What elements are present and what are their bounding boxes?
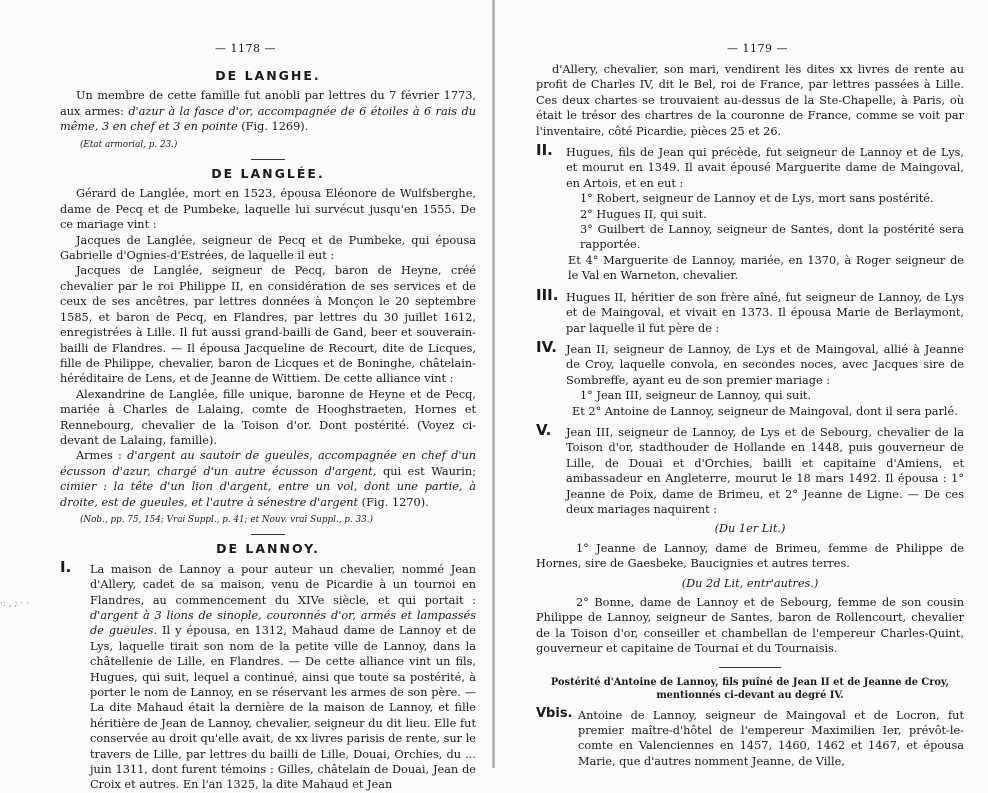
heading-de-langlee: DE LANGLÉE.: [211, 166, 325, 182]
first-marriage-children: 1° Jeanne de Lannoy, dame de Brimeu, femme de Philippe de Hornes, sire de Gaesbeke, Baucignies et autres terres.: [536, 541, 964, 571]
margin-marks: ·: , ; · ·: [0, 599, 29, 609]
heading-de-langhe: DE LANGHE.: [215, 68, 321, 83]
child-item: Et 4° Marguerite de Lannoy, mariée, en 1370, à Roger seigneur de le Val en Warneton, chevalier.: [568, 253, 964, 283]
child-item: 2° Hugues II, qui suit.: [580, 207, 707, 221]
lannoy-degree-V: V. Jean III, seigneur de Lannoy, de Lys et de Sebourg, chevalier de la Toison d'or, stadthouder de Hollande en 1448, puis gouverneur de Lille, de Douai et d'Orchies, bailli et capitaine d'Amiens, et ambassadeur en Angleterre, mourut le 18 mars 1492. Il épousa : 1° Jeanne de Poix, dame de Brimeu, et 2° Jeanne de Ligne. — De ces deux mariages naquirent :: [536, 420, 964, 516]
langhe-paragraph: Un membre de cette famille fut anobli par lettres du 7 février 1773, aux armes: d'azur à la fasce d'or, accompagnée de 6 étoiles à 6 rais du même, 3 en chef et 3 en pointe (Fig. 1269).: [60, 89, 477, 134]
child-item: 1° Robert, seigneur de Lannoy et de Lys, mort sans postérité.: [580, 192, 934, 206]
child-item: 1° Jean III, seigneur de Lannoy, qui suit.: [580, 389, 812, 403]
langlee-p1: Gérard de Langlée, mort en 1523, épousa Eléonore de Wulfsberghe, dame de Pecq et de Pumbeke, laquelle lui survécut jusqu'en 1555. De ce mariage vint :: [60, 187, 476, 232]
posterite-heading: Postérité d'Antoine de Lannoy, fils puîné de Jean II et de Jeanne de Croy, mentionnés ci-devant au degré IV.: [550, 676, 950, 701]
heading-de-lannoy: DE LANNOY.: [216, 541, 320, 557]
lannoy-degree-Vbis: Vbis. Antoine de Lannoy, seigneur de Maingoval et de Locron, fut premier maître-d'hôtel de l'empereur Maximilien Ier, prévôt-le-comte en Valenciennes en 1457, 1460, 1462 et 1467, et épousa Marie, que d'autres nomment Jeanne, de Ville,: [536, 705, 964, 768]
langlee-p2: Jacques de Langlée, seigneur de Pecq et de Pumbeke, qui épousa Gabrielle d'Ognies-d'Estrées, de laquelle il eut :: [60, 233, 476, 263]
right-page-number: — 1179 —: [727, 42, 788, 55]
divider: [719, 667, 781, 668]
langlee-arms: Armes : d'argent au sautoir de gueules, accompagnée en chef d'un écusson d'azur, chargé d'un autre écusson d'argent, qui est Waurin; cimier : la tête d'un lion d'argent, entre un vol, dont une partie, à droite, est de gueules, et l'autre à sénestre d'argent (Fig. 1270).: [60, 449, 477, 509]
degree-number: V.: [536, 420, 552, 439]
degree-number: IV.: [536, 337, 557, 356]
lannoy-degree-IV: IV. Jean II, seigneur de Lannoy, de Lys et de Maingoval, allié à Jeanne de Croy, laquelle convola, en secondes noces, avec Jacques sire de Sombreffe, ayant eu de son premier mariage :: [536, 337, 964, 387]
degree-number: III.: [536, 285, 559, 304]
langhe-source: (Etat armorial, p. 23.): [80, 139, 178, 150]
degree-number: II.: [536, 141, 553, 160]
left-column: [60, 62, 476, 793]
degree-number: I.: [60, 557, 72, 576]
left-page-number: — 1178 —: [215, 42, 276, 55]
divider: [251, 534, 285, 535]
child-item: 3° Guilbert de Lannoy, seigneur de Santes, dont la postérité sera rapportée.: [580, 223, 964, 252]
degree-number: Vbis.: [536, 705, 573, 721]
child-item: Et 2° Antoine de Lannoy, seigneur de Maingoval, dont il sera parlé.: [572, 404, 958, 418]
lannoy-degree-III: III. Hugues II, héritier de son frère aîné, fut seigneur de Lannoy, de Lys et de Maingoval, et vivait en 1373. Il épousa Marie de Berlaymont, par laquelle il fut père de :: [536, 285, 964, 335]
langlee-p3: Jacques de Langlée, seigneur de Pecq, baron de Heyne, créé chevalier par le roi Philippe II, en considération de ses services et de ceux de ses ancêtres, par lettres données à Monçon le 20 septembre 1585, et baron de Pecq, en Flandres, par lettres du 30 juillet 1612, enregistrées à Lille. Il fut aussi grand-bailli de Gand, beer et souverain-bailli de Flandres. — Il épousa Jacqueline de Recourt, dite de Licques, fille de Philippe, chevalier, baron de Licques et de Boninghe, châtelain-héréditaire de Lens, et de Jeanne de Wittiem. De cette alliance vint :: [60, 264, 476, 386]
lannoy-degree-I: [60, 557, 476, 793]
divider: [251, 159, 285, 160]
first-marriage-label: (Du 1er Lit.): [714, 522, 786, 536]
second-marriage-children: 2° Bonne, dame de Lannoy et de Sebourg, femme de son cousin Philippe de Lannoy, seigneur de Santes, baron de Rollencourt, chevalier de la Toison d'or, conseiller et chambellan de l'empereur Charles-Quint, gouverneur et capitaine de Tournai et du Tournaisis.: [536, 596, 964, 656]
lannoy-degree-II: II. Hugues, fils de Jean qui précède, fut seigneur de Lannoy et de Lys, et mourut en 1349. Il avait épousé Marguerite dame de Maingoval, en Artois, et en eut :: [536, 141, 964, 190]
second-marriage-label: (Du 2d Lit, entr'autres.): [681, 576, 819, 590]
lannoy-I-text: La maison de Lannoy a pour auteur un chevalier, nommé Jean d'Allery, cadet de sa maison, venu de Picardie à un tournoi en Flandres, au commencement du XIVe siècle, et qui portait : d'argent à 3 lions de sinople, couronnés d'or, armés et lampassés de gueules. Il y épousa, en 1312, Mahaud dame de Lannoy et de Lys, laquelle tirait son nom de la petite ville de Lannoy, dans la châtellenie de Lille, en Flandres. — De cette alliance vint un fils, Hugues, qui suit, lequel a continué, ainsi que toute sa postérité, à porter le nom de Lannoy, en se réservant les armes de son père. — La dite Mahaud était la dernière de la maison de Lannoy, et fille héritière de Jean de Lannoy, chevalier, seigneur du dit lieu. Elle fut conservée au droit qu'elle avait, de xx livres parisis de rente, sur le travers de Lille, par lettres du bailli de Lille, Douai, Orchies, du ... juin 1311, dont furent témoins : Gilles, châtelain de Douai, Jean de Croix et autres. En l'an 1325, la dite Mahaud et Jean: [90, 562, 476, 792]
right-page: [494, 0, 988, 768]
langlee-source: (Nob., pp. 75, 154; Vrai Suppl., p. 41; et Nouv. vrai Suppl., p. 33.): [80, 514, 373, 525]
continued-text: d'Allery, chevalier, son mari, vendirent les dites xx livres de rente au profit de Charles IV, dit le Bel, roi de France, par lettres passées à Lille. Ces deux chartes se trouvaient au-dessus de la Ste-Chapelle, à Paris, où était le trésor des chartres de la couronne de France, comme se voit par l'inventaire, côté Picardie, pièces 25 et 26.: [536, 63, 964, 138]
left-page: [0, 0, 494, 792]
right-column: [536, 62, 964, 769]
langlee-p4: Alexandrine de Langlée, fille unique, baronne de Heyne et de Pecq, mariée à Charles de Lalaing, comte de Hooghstraeten, Hornes et Rennebourg, chevalier de la Toison d'or. Dont postérité. (Voyez ci-devant de Lalaing, famille).: [60, 387, 476, 447]
